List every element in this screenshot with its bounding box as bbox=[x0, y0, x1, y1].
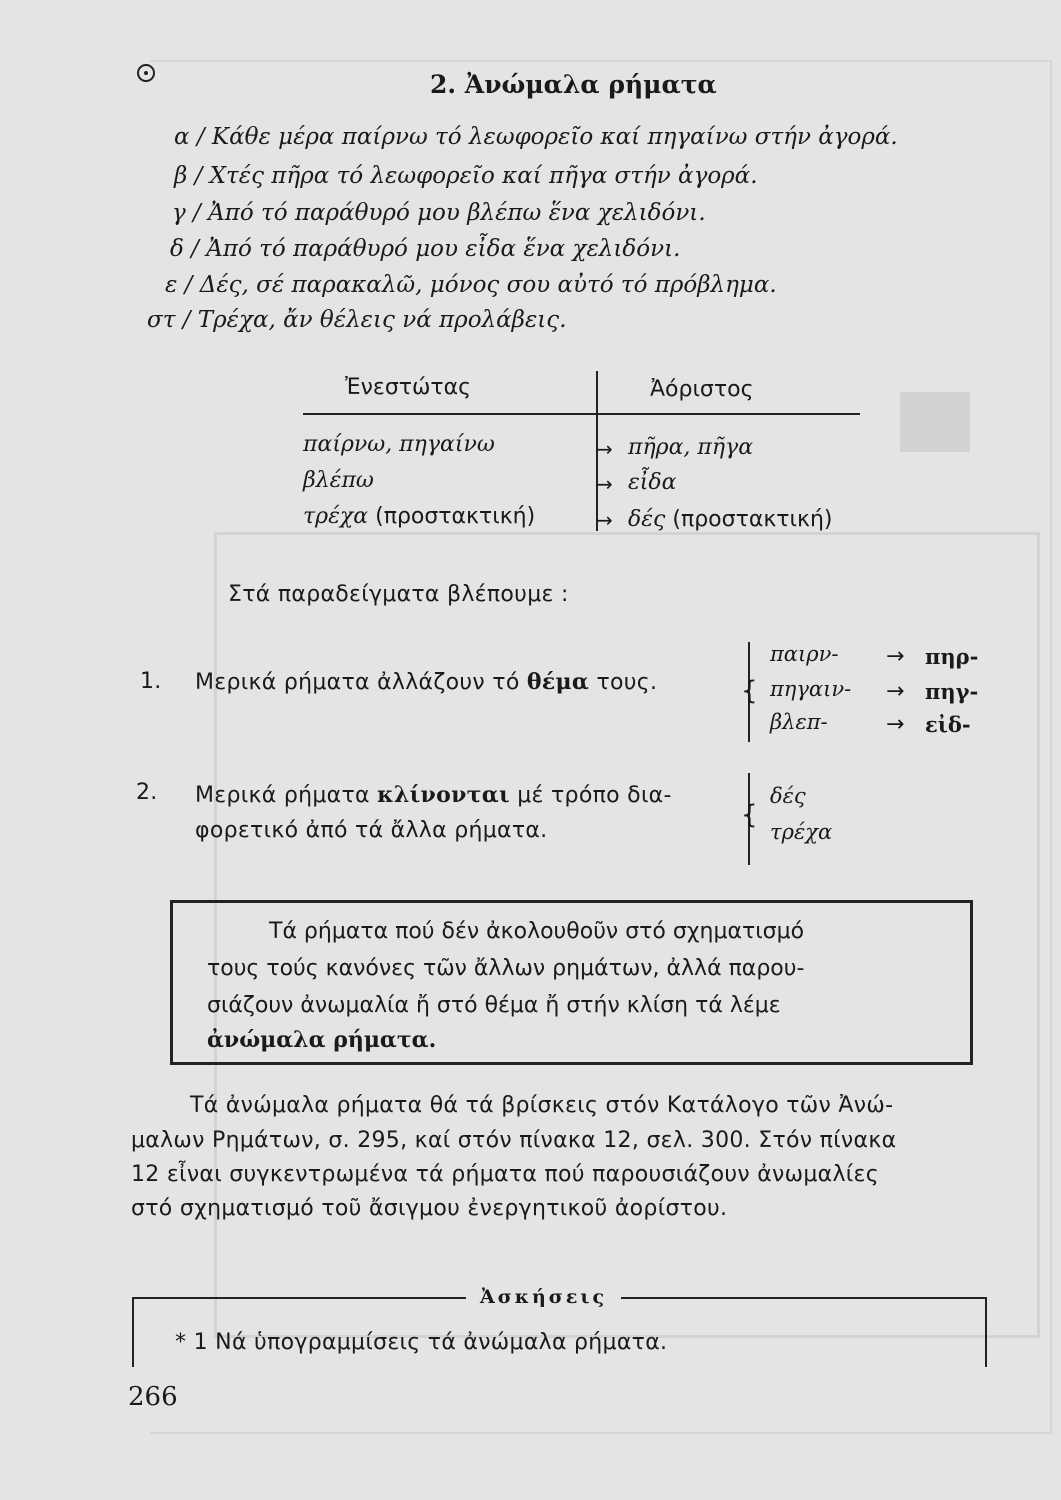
paragraph-line-3: 12 εἶναι συγκεντρωμένα τά ρήματα πού παρουσιάζουν ἀνωμαλίες bbox=[131, 1162, 879, 1187]
exercise-item-1: * 1 Νά ὑπογραμμίσεις τά ἀνώμαλα ρήματα. bbox=[175, 1330, 668, 1355]
aorist-row-2: εἶδα bbox=[628, 470, 677, 495]
brace-point: { bbox=[741, 676, 758, 706]
paragraph-line-2: μαλων Ρημάτων, σ. 295, καί στόν πίνακα 12, σελ. 300. Στόν πίνακα bbox=[131, 1128, 897, 1153]
arrow-icon: → bbox=[886, 712, 905, 737]
point-2-text-line1: Μερικά ρήματα κλίνονται μέ τρόπο δια- bbox=[195, 782, 672, 808]
example-d: δ / Ἀπό τό παράθυρό μου εἶδα ἕνα χελιδόνι. bbox=[170, 236, 681, 262]
present-row-3: τρέχα (προστακτική) bbox=[303, 504, 536, 529]
example-e: ε / Δές, σέ παρακαλῶ, μόνος σου αὐτό τό πρόβλημα. bbox=[165, 272, 777, 298]
point-1-text: Μερικά ρήματα ἀλλάζουν τό θέμα τους. bbox=[195, 669, 658, 695]
point-2-text-line2: φορετικό ἀπό τά ἄλλα ρήματα. bbox=[195, 818, 548, 843]
exercises-title: Ἀσκήσεις bbox=[466, 1286, 621, 1308]
col-header-present: Ἐνεστώτας bbox=[345, 375, 472, 400]
example-c: γ / Ἀπό τό παράθυρό μου βλέπω ἕνα χελιδόνι. bbox=[172, 200, 706, 226]
stem-from-2: πηγαιν- bbox=[770, 677, 852, 701]
bleed-through bbox=[150, 60, 1052, 1434]
example-st: στ / Τρέχα, ἄν θέλεις νά προλάβεις. bbox=[147, 307, 567, 333]
arrow-icon: → bbox=[596, 472, 613, 496]
stem-from-3: βλεπ- bbox=[770, 710, 828, 734]
stem-to-1: πηρ- bbox=[925, 644, 979, 669]
paragraph-line-4: στό σχηματισμό τοῦ ἄσιγμου ἐνεργητικοῦ ἀορίστου. bbox=[131, 1196, 728, 1221]
paragraph-line-1: Τά ἀνώμαλα ρήματα θά τά βρίσκεις στόν Κατάλογο τῶν Ἀνώ- bbox=[190, 1093, 894, 1118]
example-b: β / Χτές πῆρα τό λεωφορεῖο καί πῆγα στήν ἀγορά. bbox=[174, 163, 758, 189]
point-1-number: 1. bbox=[140, 669, 162, 694]
intro-text: Στά παραδείγματα βλέπουμε : bbox=[228, 582, 569, 607]
arrow-icon: → bbox=[596, 437, 613, 461]
rule-box bbox=[170, 900, 973, 1065]
present-row-2: βλέπω bbox=[303, 468, 374, 493]
aorist-row-3: δές (προστακτική) bbox=[628, 507, 833, 532]
col-header-aorist: Ἀόριστος bbox=[650, 377, 754, 402]
point-2-number: 2. bbox=[136, 780, 158, 805]
aorist-row-1: πῆρα, πῆγα bbox=[628, 435, 754, 460]
word-des: δές bbox=[770, 784, 806, 808]
section-title: 2. Ἀνώμαλα ρήματα bbox=[430, 70, 717, 99]
table-divider bbox=[303, 413, 860, 415]
rule-bold-term: ἀνώμαλα ρήματα. bbox=[207, 1027, 437, 1053]
bullet-circle-icon bbox=[137, 64, 155, 82]
arrow-icon: → bbox=[596, 508, 613, 532]
stem-to-2: πηγ- bbox=[925, 679, 979, 704]
example-a: α / Κάθε μέρα παίρνω τό λεωφορεῖο καί πηγαίνω στήν ἀγορά. bbox=[174, 124, 898, 150]
stem-from-1: παιρν- bbox=[770, 642, 839, 666]
arrow-icon: → bbox=[886, 644, 905, 669]
stem-to-3: εἰδ- bbox=[925, 712, 971, 737]
rule-line-2: τους τούς κανόνες τῶν ἄλλων ρημάτων, ἀλλά παρου- bbox=[207, 956, 805, 981]
arrow-icon: → bbox=[886, 679, 905, 704]
rule-line-1: Τά ρήματα πού δέν ἀκολουθοῦν στό σχηματισμό bbox=[269, 919, 805, 944]
word-trecha: τρέχα bbox=[770, 820, 833, 844]
present-row-1: παίρνω, πηγαίνω bbox=[303, 432, 495, 457]
rule-line-3: σιάζουν ἀνωμαλία ἤ στό θέμα ἤ στήν κλίση τά λέμε bbox=[207, 993, 781, 1018]
brace-point: { bbox=[741, 800, 758, 830]
page-number: 266 bbox=[128, 1382, 178, 1412]
